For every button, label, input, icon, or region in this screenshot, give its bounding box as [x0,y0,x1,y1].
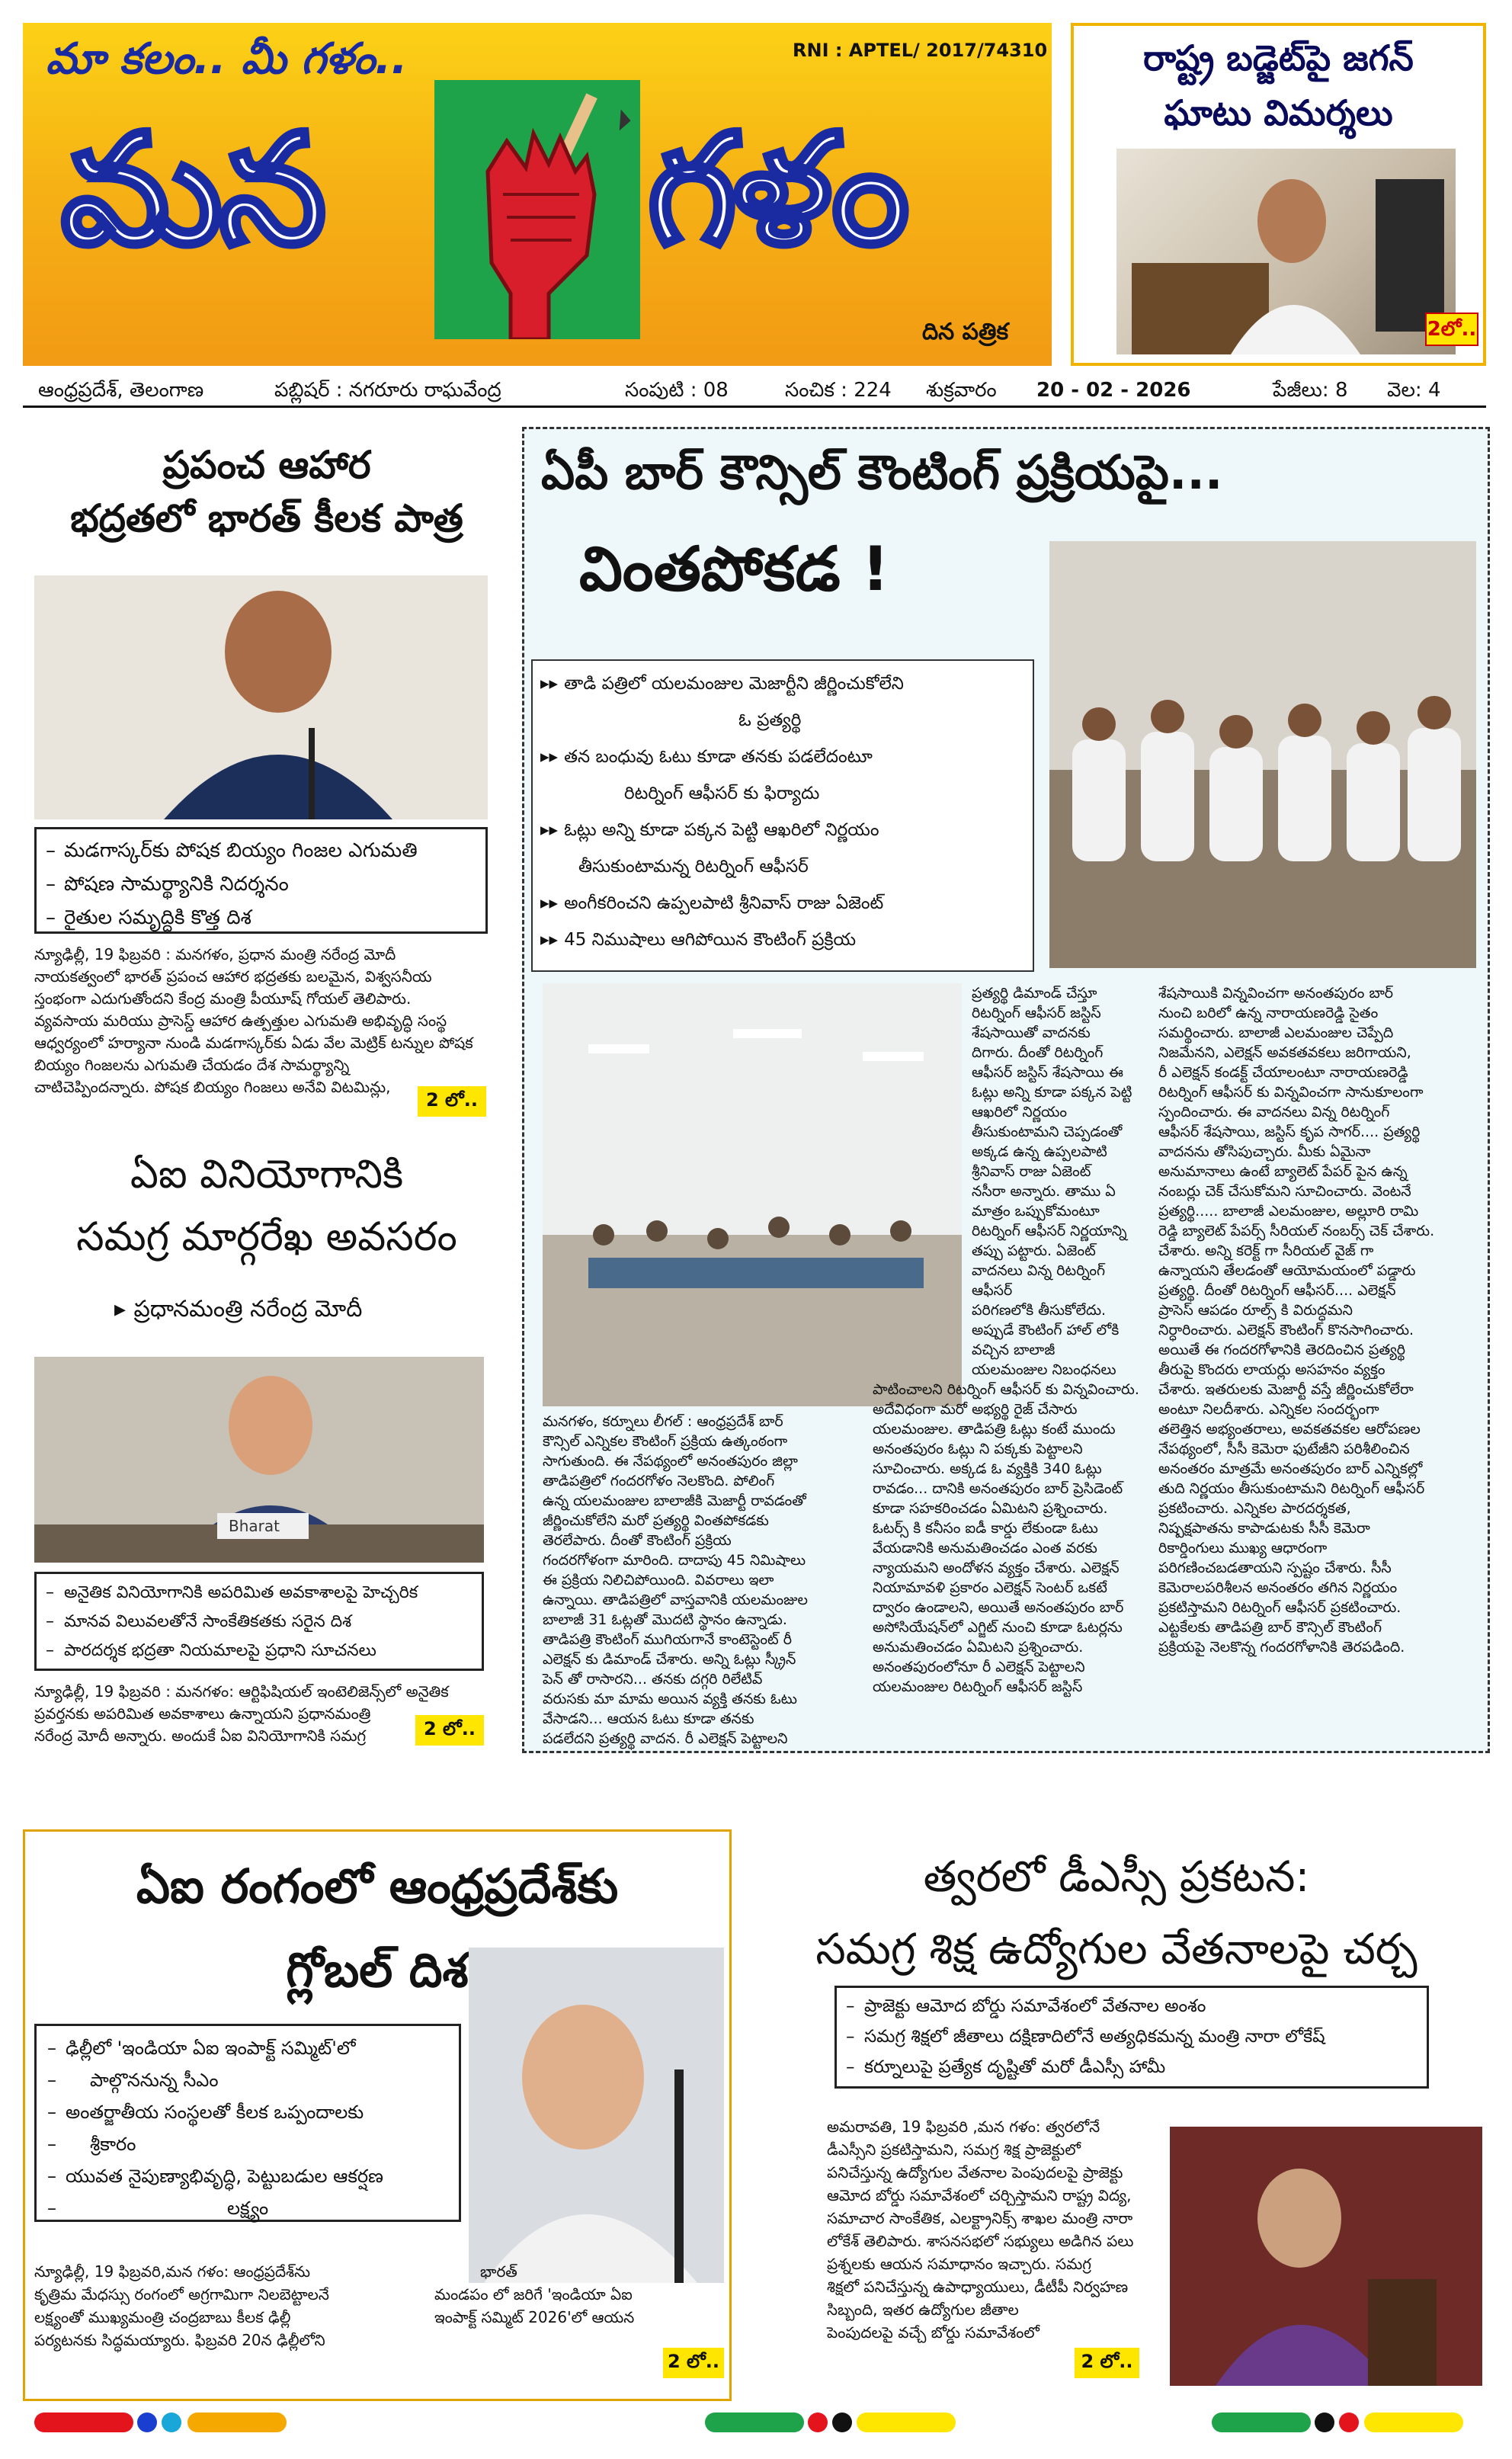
body-line: యలమంజుల నిబంధనలు [972,1361,1116,1378]
article1-page-ref[interactable]: 2 లో.. [418,1086,486,1117]
article5-page-ref[interactable]: 2 లో.. [1075,2348,1139,2378]
body-line: పడలేదని ప్రత్యర్థి వాదన. రీ ఎలెక్షన్ పెట్టాలని [543,1730,788,1747]
body-line: వేసాడని... ఆయన ఓటు కూడా తనకు [543,1710,754,1727]
article5-headline[interactable] [751,1841,1482,1986]
body-line: న్యూఢిల్లీ, 19 ఫిబ్రవరి : మనగళం: ఆర్టిఫిషియల్ ఇంటెలిజెన్స్‌లో అనైతిక [34,1682,449,1701]
article1-headline-line2: భద్రతలో భారత్ కీలక పాత్ర [70,496,463,540]
body-line: పరిగణలోకి తీసుకోలేదు. [972,1302,1107,1319]
body-line: వాదనలు విన్న రిటర్నింగ్ ఆఫీసర్ [972,1262,1106,1299]
body-line: ప్రత్యర్థి..... బాలాజీ ఎలమంజుల, అల్లూరి రామి [1158,1203,1419,1220]
article3-bullet [540,739,1025,775]
color-dot [832,2413,852,2432]
body-line: అనుమతించడం ఏమిటని ప్రశ్నించారు. [873,1639,1084,1656]
article3-photo-1 [1049,541,1476,968]
body-line: ఆఖరిలో నిర్ణయం [972,1104,1068,1120]
bullet-text: ఓట్లు అన్ని కూడా పక్కన పెట్టి ఆఖరిలో నిర్ణయం [564,820,879,840]
color-pill [34,2413,133,2432]
article3-headline-sub[interactable]: వింతపోకడ ! [579,534,889,604]
double-arrow-icon: ▸▸ [540,674,565,694]
article5-bullet: – కర్నూలుపై ప్రత్యేక దృష్టితో మరో డీఎస్సీ హామీ [843,2052,1421,2082]
body-line: వాదనను తోసిపుచ్చారు. మీకు ఏమైనా [1158,1143,1371,1160]
info-issue: సంచిక : 224 [785,379,892,402]
body-line: శేషసాయితో వాదనకు [972,1024,1091,1041]
article2-kicker-text: ప్రధానమంత్రి నరేంద్ర మోదీ [133,1296,363,1322]
promo-page-ref[interactable]: 2లో.. [1425,313,1478,346]
body-line: అసోసియేషన్‌లో ఎగ్జిట్ నుంచి కూడా ఓటర్లను [873,1619,1123,1636]
article4-headline-line2: గ్లోబల్ దిశ [286,1942,469,1998]
body-line: అనంతపురంలోనూ రీ ఎలెక్షన్ పెట్టాలని [873,1659,1085,1675]
body-line: ఆఫీసర్ జస్టిస్ శేషసాయి ఈ [972,1064,1123,1081]
masthead-subtitle: దిన పత్రిక [922,319,1009,345]
color-pill [857,2413,956,2432]
body-line: రిటర్నింగ్ ఆఫీసర్ కు విన్నవించగా సానుకూలంగా [1158,1084,1424,1101]
article3-col1 [543,1412,863,1749]
body-line: ఓటర్స్ కి కనీసం ఐడీ కార్డు లేకుండా ఓటు [873,1520,1098,1537]
info-date: 20 - 02 - 2026 [1036,379,1191,402]
body-line: భారత్ [480,2262,517,2281]
body-line: పాటించాలని రిటర్నింగ్ ఆఫీసర్ కు విన్నవించారు. [873,1381,1139,1398]
body-line: రెడ్డి బ్యాలెట్ పేపర్స్ సీరియల్ నంబర్స్ చెక్ చేశారు. [1158,1223,1435,1239]
article2-photo-label: Bharat [229,1517,280,1535]
body-line: నాయకత్వంలో భారత్ ప్రపంచ ఆహార భద్రతకు బలమైన, విశ్వసనీయ [34,967,432,986]
body-line: వచ్చిన బాలాజీ [972,1342,1056,1358]
body-line: నియామావళి ప్రకారం ఎలెక్షన్ సెంటర్ ఒకటే [873,1579,1107,1596]
body-line: పెంపుదలపై వచ్చే బోర్డు సమావేశంలో [827,2323,1040,2342]
body-line: ప్రశ్నలకు ఆయన సమాధానం ఇచ్చారు. సమగ్ర [827,2255,1091,2273]
article4-bullets [34,2024,461,2222]
body-line: న్యాయమని అందోళన వ్యక్తం చేశారు. ఎలెక్షన్ [873,1560,1120,1576]
body-line: రికార్డింగులు ముఖ్య ఆధారంగా [1158,1540,1328,1557]
body-line: తీసుకుంటామని చెప్పడంతో [972,1124,1123,1140]
body-line: యలమంజుల. తాడిపత్రి ఓట్లు కంటే ముందు [873,1421,1116,1438]
body-line: ప్రత్యర్థి డిమాండ్ చేస్తూ [972,985,1097,1002]
body-line: నరేంద్ర మోదీ అన్నారు. అందుకే ఏఐ వినియోగానికి సమగ్ర [34,1726,367,1745]
body-line: తాడిపత్రిలో గందరగోళం నెలకొంది. పోలింగ్ [543,1473,775,1489]
article4-bullet-cont: – లక్ష్యం [44,2192,451,2224]
article5-photo [1170,2127,1482,2386]
body-line: న్యూఢిల్లీ, 19 ఫిబ్రవరి,మన గళం: ఆంధ్రప్రదేశ్‌ను [34,2262,311,2281]
body-line: లోకేశ్ తెలిపారు. శాసనసభలో సభ్యులు అడిగిన పలు [827,2232,1134,2250]
body-line: పరిగణించబడతాయని స్పష్టం చేశారు. సీసీ [1158,1560,1392,1576]
color-dot [1315,2413,1334,2432]
article4-body-col2 [434,2260,663,2329]
body-line: ఇంపాక్ట్ సమ్మిట్ 2026'లో ఆయన [434,2308,635,2326]
article3-headline[interactable]: ఏపీ బార్ కౌన్సిల్ కౌంటింగ్ ప్రక్రియపై... [541,444,1223,500]
body-line: తెరలేపారు. దీంతో కౌంటింగ్ ప్రక్రియ [543,1532,732,1549]
body-line: దిగారు. దీంతో రిటర్నింగ్ [972,1044,1104,1061]
article3-bullet [540,812,1025,848]
article5-bullet: – ప్రాజెక్టు ఆమోద బోర్డు సమావేశంలో వేతనాల అంశం [843,1991,1421,2021]
body-line: తీరుపై కొందరు లాయర్లు అసహనం వ్యక్తం [1158,1361,1385,1378]
body-line: కౌన్సిల్ ఎన్నికల కౌంటింగ్ ప్రక్రియ ఉత్కంఠంగా [543,1433,788,1450]
body-line: తలెత్తిన అభ్యంతరాలు, అవకతవకల ఆరోపణల [1158,1421,1421,1438]
info-day: శుక్రవారం [926,379,997,402]
body-line: పెన్ తో రాసారని... తనకు దగ్గరి రిలేటివ్ [543,1671,763,1688]
article1-body [34,944,507,1098]
body-line: ప్రకటించారు. ఎన్నికల పారదర్శకత, [1158,1500,1351,1517]
article3-bullets [531,659,1034,972]
body-line: ప్రవర్తనకు అపరిమిత అవకాశాలు ఉన్నాయని ప్రధానమంత్రి [34,1704,371,1723]
body-line: బాలాజీ 31 ఓట్లతో మొదటి స్థానం ఉన్నాడు. [543,1611,787,1628]
article4-bullet-cont: – పాల్గొననున్న సీఎం [44,2064,451,2096]
color-pill [187,2413,287,2432]
promo-headline[interactable] [1071,30,1486,140]
body-line: ఆధ్వర్యంలో హర్యానా నుండి మడగాస్కర్‌కు ఏడు వేల మెట్రిక్ టన్నుల పోషక [34,1034,473,1052]
body-line: మాత్రం ఒప్పుకోమంటూ [972,1203,1100,1220]
article2-bullet: – మానవ విలువలతోనే సాంకేతికతకు సరైన దిశ [43,1608,476,1637]
article3-bullet [540,885,1025,922]
article4-bullet: – అంతర్జాతీయ సంస్థలతో కీలక ఒప్పందాలకు [44,2096,451,2128]
double-arrow-icon: ▸▸ [540,893,565,913]
body-line: అనుమానాలు ఉంటే బ్యాలెట్ పేపర్ పైన ఉన్న [1158,1163,1408,1180]
body-line: అదేవిధంగా మరో అభ్యర్థి రైజ్ చేసారు [873,1401,1078,1418]
body-line: రిటర్నింగ్ ఆఫీసర్ జస్టిస్ [972,1005,1101,1021]
article2-headline-line2: సమగ్ర మార్గరేఖ అవసరం [76,1214,457,1260]
body-line: నసీరా అన్నారు. తాము ఏ [972,1183,1116,1200]
body-line: శిక్షలో పనిచేస్తున్న ఉపాధ్యాయులు, డీటీపీ నిర్వహణ [827,2278,1129,2296]
article2-bullets [34,1572,484,1671]
body-line: పనిచేస్తున్న ఉద్యోగుల వేతనాల పెంపుదలపై ప్రాజెక్టు [827,2163,1123,2182]
body-line: ఉన్నాయి. తాడిపత్రిలో వాస్తవానికి యలమంజుల [543,1592,808,1608]
body-line: యలమంజుల రిటర్నింగ్ ఆఫీసర్ జస్టిస్ [873,1678,1083,1695]
article3-bullet-cont: ఓ ప్రత్యర్థి [738,710,802,730]
body-line: డీఎస్సీని ప్రకటిస్తామని, సమగ్ర శిక్ష ప్రాజెక్టులో [827,2140,1081,2159]
body-line: చాటిచెప్పిందన్నారు. పోషక బియ్యం గింజలు అనేవి విటమిన్లు, [34,1078,391,1096]
article4-bullet-cont: – శ్రీకారం [44,2128,451,2160]
body-line: నిష్పక్షపాతను కాపాడుటకు సీసీ కెమెరా [1158,1520,1370,1537]
article5-body [827,2115,1162,2344]
body-line: జీర్ణించుకోలేని మరో ప్రత్యర్థి వింతపోకడకు [543,1512,769,1529]
fist-pencil-logo [434,80,640,339]
article2-bullet: – అనైతిక వినియోగానికి అపరిమిత అవకాశాలపై హెచ్చరిక [43,1579,476,1608]
article2-page-ref[interactable]: 2 లో.. [415,1715,484,1746]
masthead-tagline: మా కలం.. మీ గళం.. [46,34,408,84]
article4-bullet: – ఢిల్లీలో 'ఇండియా ఏఐ ఇంపాక్ట్ సమ్మిట్'లో [44,2032,451,2064]
article5-bullet: – సమగ్ర శిక్షలో జీతాలు దక్షిణాదిలోనే అత్యధికమన్న మంత్రి నారా లోకేష్ [843,2021,1421,2052]
body-line: మనగళం, కర్నూలు లీగల్ : ఆంధ్రప్రదేశ్ బార్ [543,1413,783,1430]
article3-bullet [540,922,1025,958]
body-line: స్తంభంగా ఎదుగుతోందని కేంద్ర మంత్రి పీయూష్ గోయల్ తెలిపారు. [34,989,412,1008]
body-line: ప్రత్యర్థి. దీంతో రిటర్నింగ్ ఆఫీసర్.... ఎలెక్షన్ [1158,1282,1396,1299]
body-line: పర్యటనకు సిద్ధమయ్యారు. ఫిబ్రవరి 20న ఢిల్లీలోని [34,2331,325,2349]
double-arrow-icon: ▸▸ [540,820,565,840]
article5-headline-line1: త్వరలో డీఎస్సీ ప్రకటన: [923,1852,1310,1902]
arrow-icon: ▸ [114,1296,134,1322]
article5-headline-line2: సమగ్ర శిక్ష ఉద్యోగుల వేతనాలపై చర్చ [815,1925,1418,1974]
body-line: ఎట్టకేలకు తాడిపత్రి బార్ కౌన్సిల్ కౌంటింగ్ [1158,1619,1382,1636]
article4-bullet: – యువత నైపుణ్యాభివృద్ధి, పెట్టుబడుల ఆకర్షణ [44,2160,451,2192]
body-line: సమాచార సాంకేతిక, ఎలక్ట్రానిక్స్ శాఖల మంత్రి నారా [827,2209,1133,2227]
color-dot [808,2413,828,2432]
bullet-text: 45 నిముషాలు ఆగిపోయిన కౌంటింగ్ ప్రక్రియ [564,930,857,950]
article2-photo [34,1357,484,1563]
body-line: ఆఫీసర్ శేషసాయి, జస్టిస్ కృప సాగర్.... ప్రత్యర్థి [1158,1124,1421,1140]
color-pill [705,2413,804,2432]
body-line: కృత్రిమ మేధస్సు రంగంలో అగ్రగామిగా నిలబెట్టాలనే [34,2285,329,2304]
body-line: ప్రాసెస్ ఆపడం రూల్స్ కి విరుద్ధమని [1158,1302,1353,1319]
double-arrow-icon: ▸▸ [540,930,565,950]
body-line: ప్రక్రియపై నెలకొన్న గందరగోళానికి తెరపడింది. [1158,1639,1405,1656]
body-line: తప్పు పట్టారు. ఏజెంట్ [972,1242,1096,1259]
article2-headline[interactable] [23,1143,511,1268]
article3-bullet-cont: తీసుకుంటామన్న రిటర్నింగ్ ఆఫీసర్ [578,857,809,877]
body-line: అయితే ఈ గందరగోళానికి తెరదించిన ప్రత్యర్థి [1158,1342,1406,1358]
color-dot [137,2413,157,2432]
body-line: సూచించారు. అక్కడ ఓ వ్యక్తికి 340 ఓట్లు [873,1460,1102,1477]
body-line: నిర్ధారించారు. ఎలెక్షన్ కౌంటింగ్ కొనసాగించారు. [1158,1322,1414,1339]
body-line: సమర్థించారు. బాలాజీ ఎలమంజుల చెప్పేది [1158,1024,1394,1041]
body-line: వేయడానికి అనుమతించడం ఎంత వరకు [873,1540,1097,1557]
body-line: ఈ ప్రక్రియ నిలిచిపోయింది. వివరాలు ఇలా [543,1572,774,1589]
body-line: ఉన్న యలమంజుల బాలాజీకి మెజార్టీ రావడంతో [543,1492,806,1509]
body-line: ఉన్నాయని తేలడంతో ఆయోమయంలో పడ్డారు [1158,1262,1416,1279]
body-line: నేపథ్యంలో, సీసీ కెమెరా ఫుటేజీని పరిశీలించిన [1158,1441,1410,1457]
promo-photo [1116,149,1456,354]
bullet-text: తన బంధువు ఓటు కూడా తనకు పడలేదంటూ [564,747,873,767]
body-line: మండపం లో జరిగే 'ఇండియా ఏఐ [434,2285,633,2304]
body-line: అనంతరం మాత్రమే అనంతపురం బార్ ఎన్నికల్లో [1158,1460,1423,1477]
article3-col2 [873,983,1147,1697]
article3-bullet-cont: రిటర్నింగ్ ఆఫీసర్ కు ఫిర్యాదు [624,784,820,803]
body-line: బియ్యం గింజలను ఎగుమతి చేయడం దేశ సామర్థ్యాన్ని [34,1056,350,1074]
article4-body-col1 [34,2260,431,2352]
body-line: వ్యవసాయ మరియు ప్రాసెస్డ్ ఆహార ఉత్పత్తుల ఎగుమతి అభివృద్ధి సంస్థ [34,1011,447,1030]
article1-headline-line1: ప్రపంచ ఆహార [162,443,371,487]
body-line: ఓట్లు అన్ని కూడా పక్కన పెట్టి [972,1084,1132,1101]
body-line: గందరగోళంగా మారింది. దాదాపు 45 నిమిషాలు [543,1552,806,1569]
body-line: లక్ష్యంతో ముఖ్యమంత్రి చంద్రబాబు కీలక ఢిల్లీ [34,2308,291,2326]
body-line: అంటూ నిలదీశారు. ఎన్నికల సందర్భంగా [1158,1401,1379,1418]
info-price: వెల: 4 [1387,379,1441,402]
body-line: న్యూఢిల్లీ, 19 ఫిబ్రవరి : మనగళం, ప్రధాన మంత్రి నరేంద్ర మోదీ [34,945,396,963]
body-line: శేషసాయికి విన్నవించగా అనంతపురం బార్ [1158,985,1394,1002]
rni-number: RNI : APTEL/ 2017/74310 [793,40,1048,61]
article1-bullets [34,827,488,934]
body-line: అప్పుడే కౌంటింగ్ హాల్ లోకి [972,1322,1120,1339]
body-line: అక్కడ ఉన్న ఉప్పలపాటి [972,1143,1107,1160]
article5-bullets [834,1986,1429,2089]
article3-bullet [540,665,1025,702]
body-line: చేశారు. ఇతరులకు మెజార్టీ వస్తే జీర్ణించుకోలేరా [1158,1381,1414,1398]
body-line: నిజమేనని, ఎలెక్షన్ అవకతవకలు జరిగాయని, [1158,1044,1411,1061]
bullet-text: తాడి పత్రిలో యలమంజుల మెజార్టీని జీర్ణించుకోలేని [564,674,904,694]
body-line: వరుసకు మా మామ అయిన వ్యక్తి తనకు ఓటు [543,1691,797,1707]
article1-headline[interactable] [23,438,511,545]
article4-page-ref[interactable]: 2 లో.. [663,2348,724,2378]
color-pill [1364,2413,1463,2432]
article1-photo [34,575,488,819]
body-line: సిబ్బంది, ఇతర ఉద్యోగుల జీతాల [827,2300,1019,2319]
promo-headline-line1: రాష్ట్ర బడ్జెట్‌పై జగన్ [1143,37,1414,79]
body-line: నుంచి బరిలో ఉన్న నారాయణరెడ్డి సైతం [1158,1005,1379,1021]
info-states: ఆంధ్రప్రదేశ్, తెలంగాణ [38,379,204,402]
body-line: స్పందించారు. ఈ వాదనలు విన్న రిటర్నింగ్ [1158,1104,1390,1120]
body-line: సాగుతుంది. ఈ నేపథ్యంలో అనంతపురం జిల్లా [543,1453,798,1470]
article3-col2-narrow [972,983,1139,1380]
body-line: నంబర్లు చెక్ చేసుకోమని సూచించారు. వెంటనే [1158,1183,1411,1200]
article1-bullet: – మడగాస్కర్‌కు పోషక బియ్యం గింజల ఎగుమతి [43,834,479,867]
info-publisher: పబ్లిషర్ : నగరూరు రాఘవేంద్ర [274,379,501,402]
promo-headline-line2: ఘాటు విమర్శలు [1164,92,1393,133]
logo-text-left: మన [61,101,324,279]
info-bar [23,377,1486,408]
info-volume: సంపుటి : 08 [625,379,729,402]
article2-headline-line1: ఏఐ వినియోగానికి [130,1152,404,1197]
body-line: కెమెరాలపరిశీలన అనంతరం తగిన నిర్ణయం [1158,1579,1398,1596]
logo-text-right: గళం [648,101,907,279]
body-line: తుది నిర్ణయం తీసుకుంటామని రిటర్నింగ్ ఆఫీసర్ [1158,1480,1425,1497]
color-dot [162,2413,181,2432]
body-line: ద్వారం ఉండాలని, అయితే అనంతపురం బార్ [873,1599,1124,1616]
body-line: చేశారు. అన్ని కరెక్ట్ గా సీరియల్ వైజ్ గా [1158,1242,1374,1259]
footer-color-bar [0,2413,1512,2435]
article4-photo [469,1948,724,2283]
body-line: ఎలెక్షన్ కు డిమాండ్ చేశారు. అన్ని ఓట్లు స్క్రీన్ [543,1651,796,1668]
body-line: కూడా సహకరించడం ఏమిటని ప్రశ్నించారు. [873,1500,1108,1517]
double-arrow-icon: ▸▸ [540,747,565,767]
article1-bullet: – రైతుల సమృద్ధికి కొత్త దిశ [43,901,479,935]
body-line: అమరావతి, 19 ఫిబ్రవరి ,మన గళం: త్వరలోనే [827,2118,1100,2136]
body-line: రీ ఎలెక్షన్ కండక్ట్ చేయాలంటూ నారాయణరెడ్డి [1158,1064,1408,1081]
article4-headline-line1: ఏఐ రంగంలో ఆంధ్రప్రదేశ్‌కు [136,1858,619,1914]
article3-col3 [1158,983,1478,1657]
body-line: అనంతపురం ఓట్లు ని పక్కకు పెట్టాలని [873,1441,1083,1457]
article2-bullet: – పారదర్శక భద్రతా నియమాలపై ప్రధాని సూచనలు [43,1637,476,1666]
color-dot [1339,2413,1359,2432]
body-line: ప్రకటిస్తామని రిటర్నింగ్ ఆఫీసర్ ప్రకటించారు. [1158,1599,1401,1616]
body-line: తాడిపత్రి కౌంటింగ్ ముగియగానే కాంటెస్టెంట్ రీ [543,1631,793,1648]
body-line: ఆమోద బోర్డు సమావేశంలో చర్చిస్తామని రాష్ట్ర విద్య, [827,2186,1132,2204]
body-line: రావడం... దానికి అనంతపురం బార్ ప్రెసిడెంట్ [873,1480,1123,1497]
bullet-text: అంగీకరించని ఉప్పలపాటి శ్రీనివాస్ రాజు ఏజెంట్ [564,893,884,913]
article1-bullet: – పోషణ సామర్థ్యానికి నిదర్శనం [43,867,479,901]
body-line: రిటర్నింగ్ ఆఫీసర్ నిర్ణయాన్ని [972,1223,1127,1239]
color-pill [1212,2413,1311,2432]
body-line: శ్రీనివాస్ రాజు ఏజెంట్ [972,1163,1091,1180]
info-pages: పేజీలు: 8 [1273,379,1348,402]
article2-kicker [114,1296,362,1328]
